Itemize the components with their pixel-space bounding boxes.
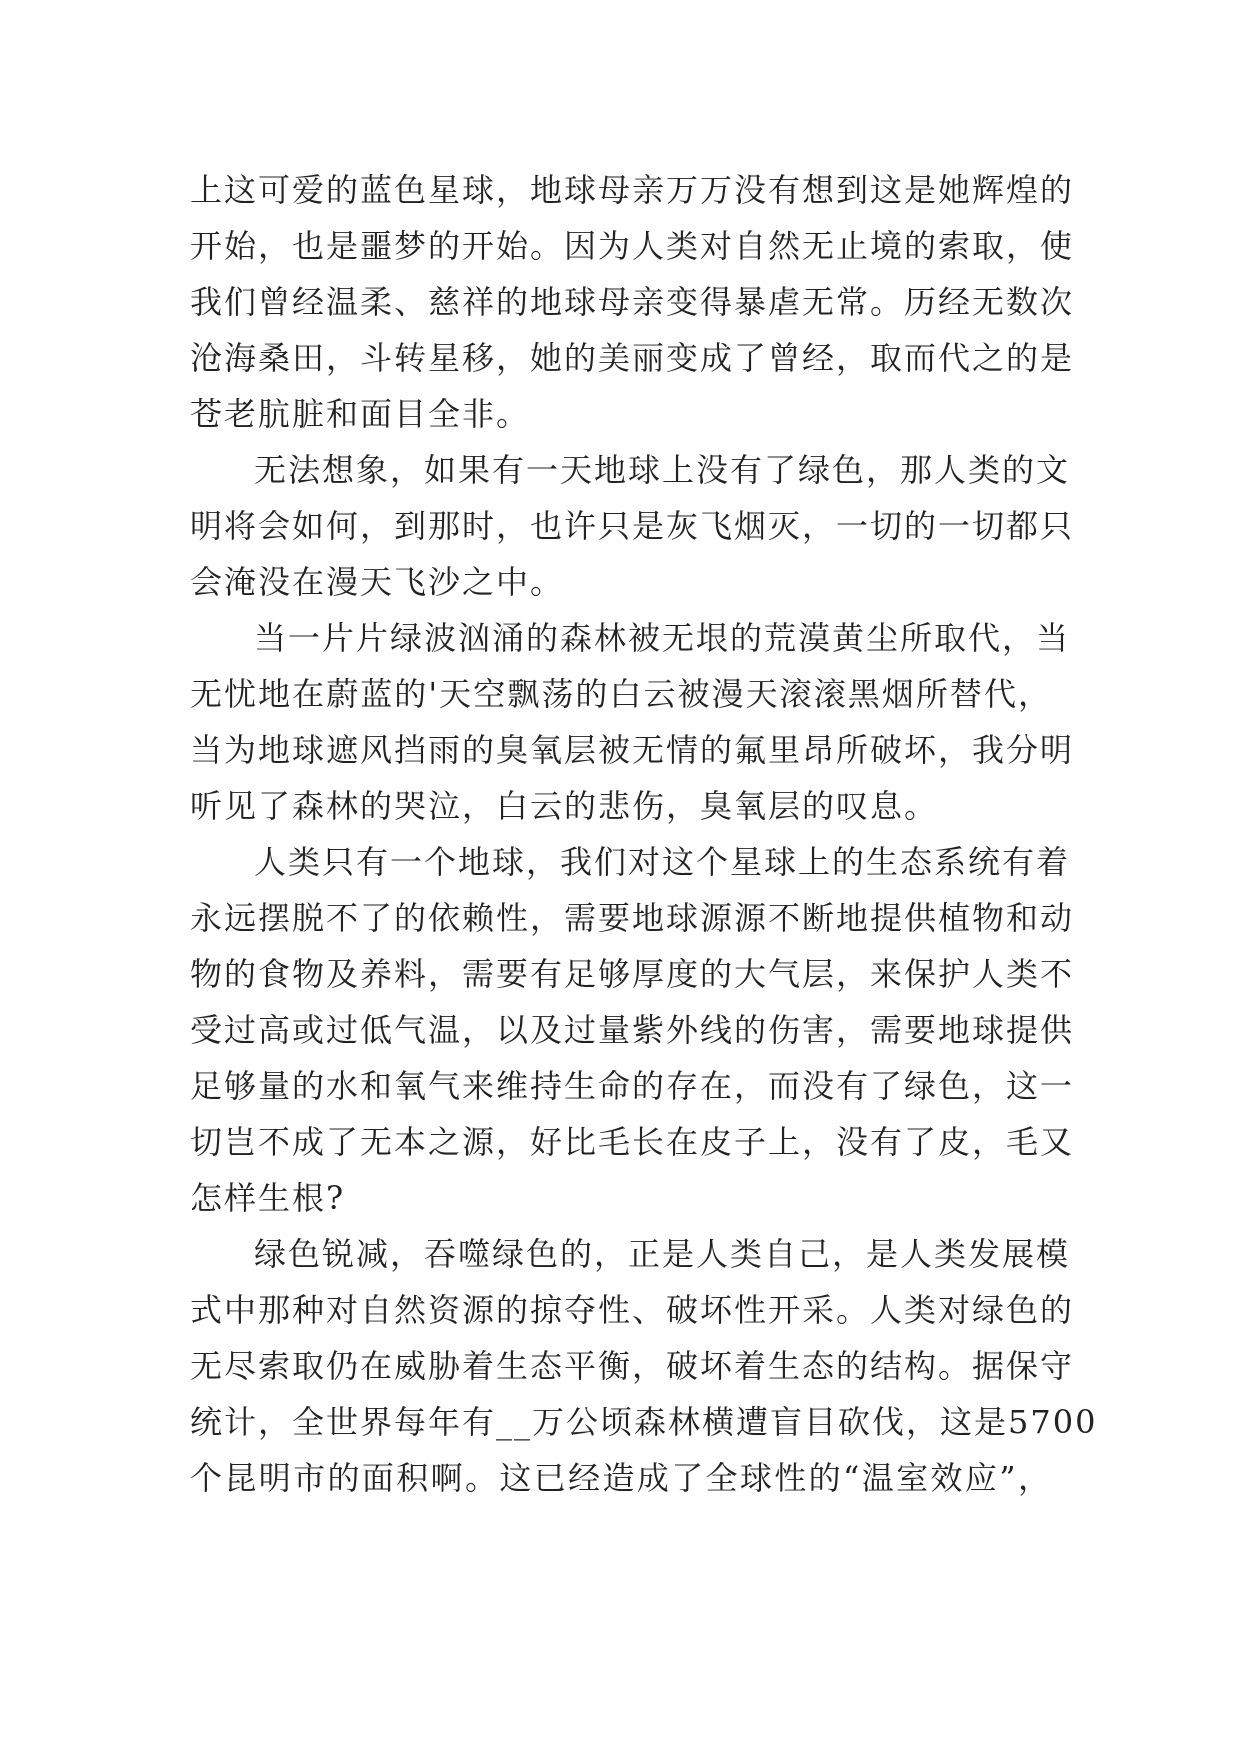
text-line: 足够量的水和氧气来维持生命的存在，而没有了绿色，这一 xyxy=(190,1067,1075,1105)
text-line: 永远摆脱不了的依赖性，需要地球源源不断地提供植物和动 xyxy=(190,899,1075,937)
text-line: 式中那种对自然资源的掠夺性、破坏性开采。人类对绿色的 xyxy=(190,1291,1075,1329)
text-line: 个昆明市的面积啊。这已经造成了全球性的“温室效应”， xyxy=(190,1459,1052,1497)
text-line: 无尽索取仍在威胁着生态平衡，破坏着生态的结构。据保守 xyxy=(190,1347,1075,1385)
text-line: 苍老肮脏和面目全非。 xyxy=(190,395,531,433)
text-line: 切岂不成了无本之源，好比毛长在皮子上，没有了皮，毛又 xyxy=(190,1123,1075,1161)
paragraph-first-line: 绿色锐减，吞噬绿色的，正是人类自己，是人类发展模 xyxy=(254,1235,1071,1273)
paragraph-first-line: 人类只有一个地球，我们对这个星球上的生态系统有着 xyxy=(254,843,1071,881)
text-line: 明将会如何，到那时，也许只是灰飞烟灭，一切的一切都只 xyxy=(190,507,1075,545)
text-line: 开始，也是噩梦的开始。因为人类对自然无止境的索取，使 xyxy=(190,227,1075,265)
text-line: 受过高或过低气温，以及过量紫外线的伤害，需要地球提供 xyxy=(190,1011,1075,1049)
paragraph-first-line: 无法想象，如果有一天地球上没有了绿色，那人类的文 xyxy=(254,451,1071,489)
text-line: 物的食物及养料，需要有足够厚度的大气层，来保护人类不 xyxy=(190,955,1075,993)
text-line: 无忧地在蔚蓝的'天空飘荡的白云被漫天滚滚黑烟所替代， xyxy=(190,675,1052,713)
paragraph-first-line: 当一片片绿波汹涌的森林被无垠的荒漠黄尘所取代，当 xyxy=(254,619,1071,657)
text-line: 统计，全世界每年有__万公顷森林横遭盲目砍伐，这是5700 xyxy=(190,1403,1098,1441)
text-line: 会淹没在漫天飞沙之中。 xyxy=(190,563,565,601)
text-line: 我们曾经温柔、慈祥的地球母亲变得暴虐无常。历经无数次 xyxy=(190,283,1075,321)
text-line: 听见了森林的哭泣，白云的悲伤，臭氧层的叹息。 xyxy=(190,787,939,825)
text-line: 沧海桑田，斗转星移，她的美丽变成了曾经，取而代之的是 xyxy=(190,339,1075,377)
text-line: 上这可爱的蓝色星球，地球母亲万万没有想到这是她辉煌的 xyxy=(190,171,1075,209)
text-line: 怎样生根? xyxy=(190,1179,346,1217)
text-line: 当为地球遮风挡雨的臭氧层被无情的氟里昂所破坏，我分明 xyxy=(190,731,1075,769)
